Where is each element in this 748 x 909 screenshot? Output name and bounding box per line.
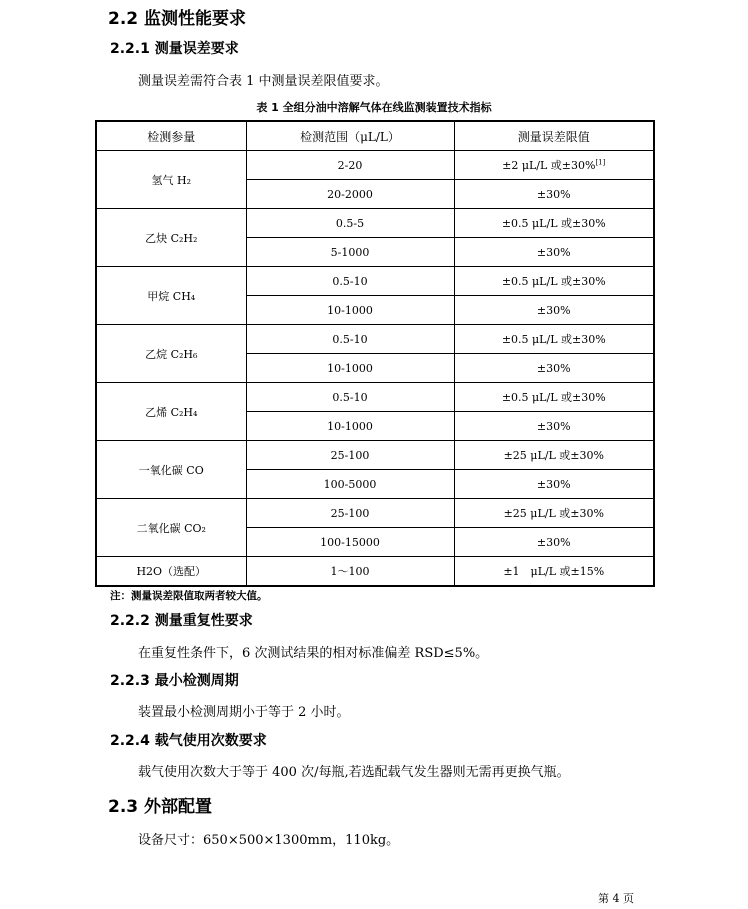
header-range: 检测范围（μL/L） — [246, 121, 454, 151]
error-cell: ±30% — [454, 470, 654, 499]
range-cell: 100-15000 — [246, 528, 454, 557]
section-2-2-3-text: 装置最小检测周期小于等于 2 小时。 — [138, 705, 350, 720]
param-cell: 氢气 H₂ — [96, 151, 246, 209]
range-cell: 20-2000 — [246, 180, 454, 209]
range-cell: 100-5000 — [246, 470, 454, 499]
section-2-2-1-text: 测量误差需符合表 1 中测量误差限值要求。 — [138, 74, 389, 89]
param-cell: 甲烷 CH₄ — [96, 267, 246, 325]
section-2-2-4-heading: 2.2.4 载气使用次数要求 — [110, 733, 267, 749]
spec-table — [95, 120, 655, 587]
table-row — [96, 209, 654, 238]
table-row — [96, 267, 654, 296]
error-cell — [454, 151, 654, 180]
range-cell: 0.5-10 — [246, 383, 454, 412]
table-row — [96, 557, 654, 587]
param-cell: 一氧化碳 CO — [96, 441, 246, 499]
error-value: ±2 μL/L 或±30% — [502, 159, 596, 172]
section-2-2-4-text: 载气使用次数大于等于 400 次/每瓶,若选配载气发生器则无需再更换气瓶。 — [138, 765, 570, 780]
table-row — [96, 441, 654, 470]
header-error: 测量误差限值 — [454, 121, 654, 151]
range-cell: 2-20 — [246, 151, 454, 180]
section-2-3-text: 设备尺寸：650×500×1300mm，110kg。 — [138, 833, 400, 848]
error-cell: ±0.5 μL/L 或±30% — [454, 267, 654, 296]
header-param: 检测参量 — [96, 121, 246, 151]
table-row — [96, 383, 654, 412]
section-2-2-2-text: 在重复性条件下，6 次测试结果的相对标准偏差 RSD≤5%。 — [138, 646, 489, 661]
footnote-ref: [1] — [595, 158, 606, 167]
range-cell: 25-100 — [246, 499, 454, 528]
section-2-2-1-heading: 2.2.1 测量误差要求 — [110, 41, 239, 57]
error-cell: ±30% — [454, 296, 654, 325]
table-row — [96, 151, 654, 180]
range-cell: 25-100 — [246, 441, 454, 470]
error-cell: ±30% — [454, 180, 654, 209]
table-caption: 表 1 全组分油中溶解气体在线监测装置技术指标 — [256, 101, 492, 114]
range-cell: 10-1000 — [246, 354, 454, 383]
error-cell: ±30% — [454, 354, 654, 383]
table-header-row — [96, 121, 654, 151]
range-cell: 0.5-10 — [246, 325, 454, 354]
range-cell: 0.5-5 — [246, 209, 454, 238]
param-cell: 乙炔 C₂H₂ — [96, 209, 246, 267]
table-note: 注：测量误差限值取两者较大值。 — [110, 590, 268, 602]
param-cell: 二氧化碳 CO₂ — [96, 499, 246, 557]
range-cell: 10-1000 — [246, 412, 454, 441]
range-cell: 1～100 — [246, 557, 454, 587]
table-row — [96, 325, 654, 354]
error-cell: ±0.5 μL/L 或±30% — [454, 383, 654, 412]
section-2-2-heading: 2.2 监测性能要求 — [108, 9, 247, 29]
param-cell: H2O（选配） — [96, 557, 246, 587]
param-cell: 乙烯 C₂H₄ — [96, 383, 246, 441]
param-cell: 乙烷 C₂H₆ — [96, 325, 246, 383]
section-2-3-heading: 2.3 外部配置 — [108, 797, 213, 817]
error-cell: ±25 μL/L 或±30% — [454, 441, 654, 470]
range-cell: 10-1000 — [246, 296, 454, 325]
page-number: 第 4 页 — [598, 892, 634, 905]
error-cell: ±0.5 μL/L 或±30% — [454, 325, 654, 354]
error-cell: ±30% — [454, 238, 654, 267]
section-2-2-3-heading: 2.2.3 最小检测周期 — [110, 673, 239, 689]
error-cell: ±0.5 μL/L 或±30% — [454, 209, 654, 238]
range-cell: 5-1000 — [246, 238, 454, 267]
error-cell: ±1 μL/L 或±15% — [454, 557, 654, 587]
table-row — [96, 499, 654, 528]
error-cell: ±30% — [454, 412, 654, 441]
section-2-2-2-heading: 2.2.2 测量重复性要求 — [110, 613, 253, 629]
error-cell: ±25 μL/L 或±30% — [454, 499, 654, 528]
range-cell: 0.5-10 — [246, 267, 454, 296]
error-cell: ±30% — [454, 528, 654, 557]
